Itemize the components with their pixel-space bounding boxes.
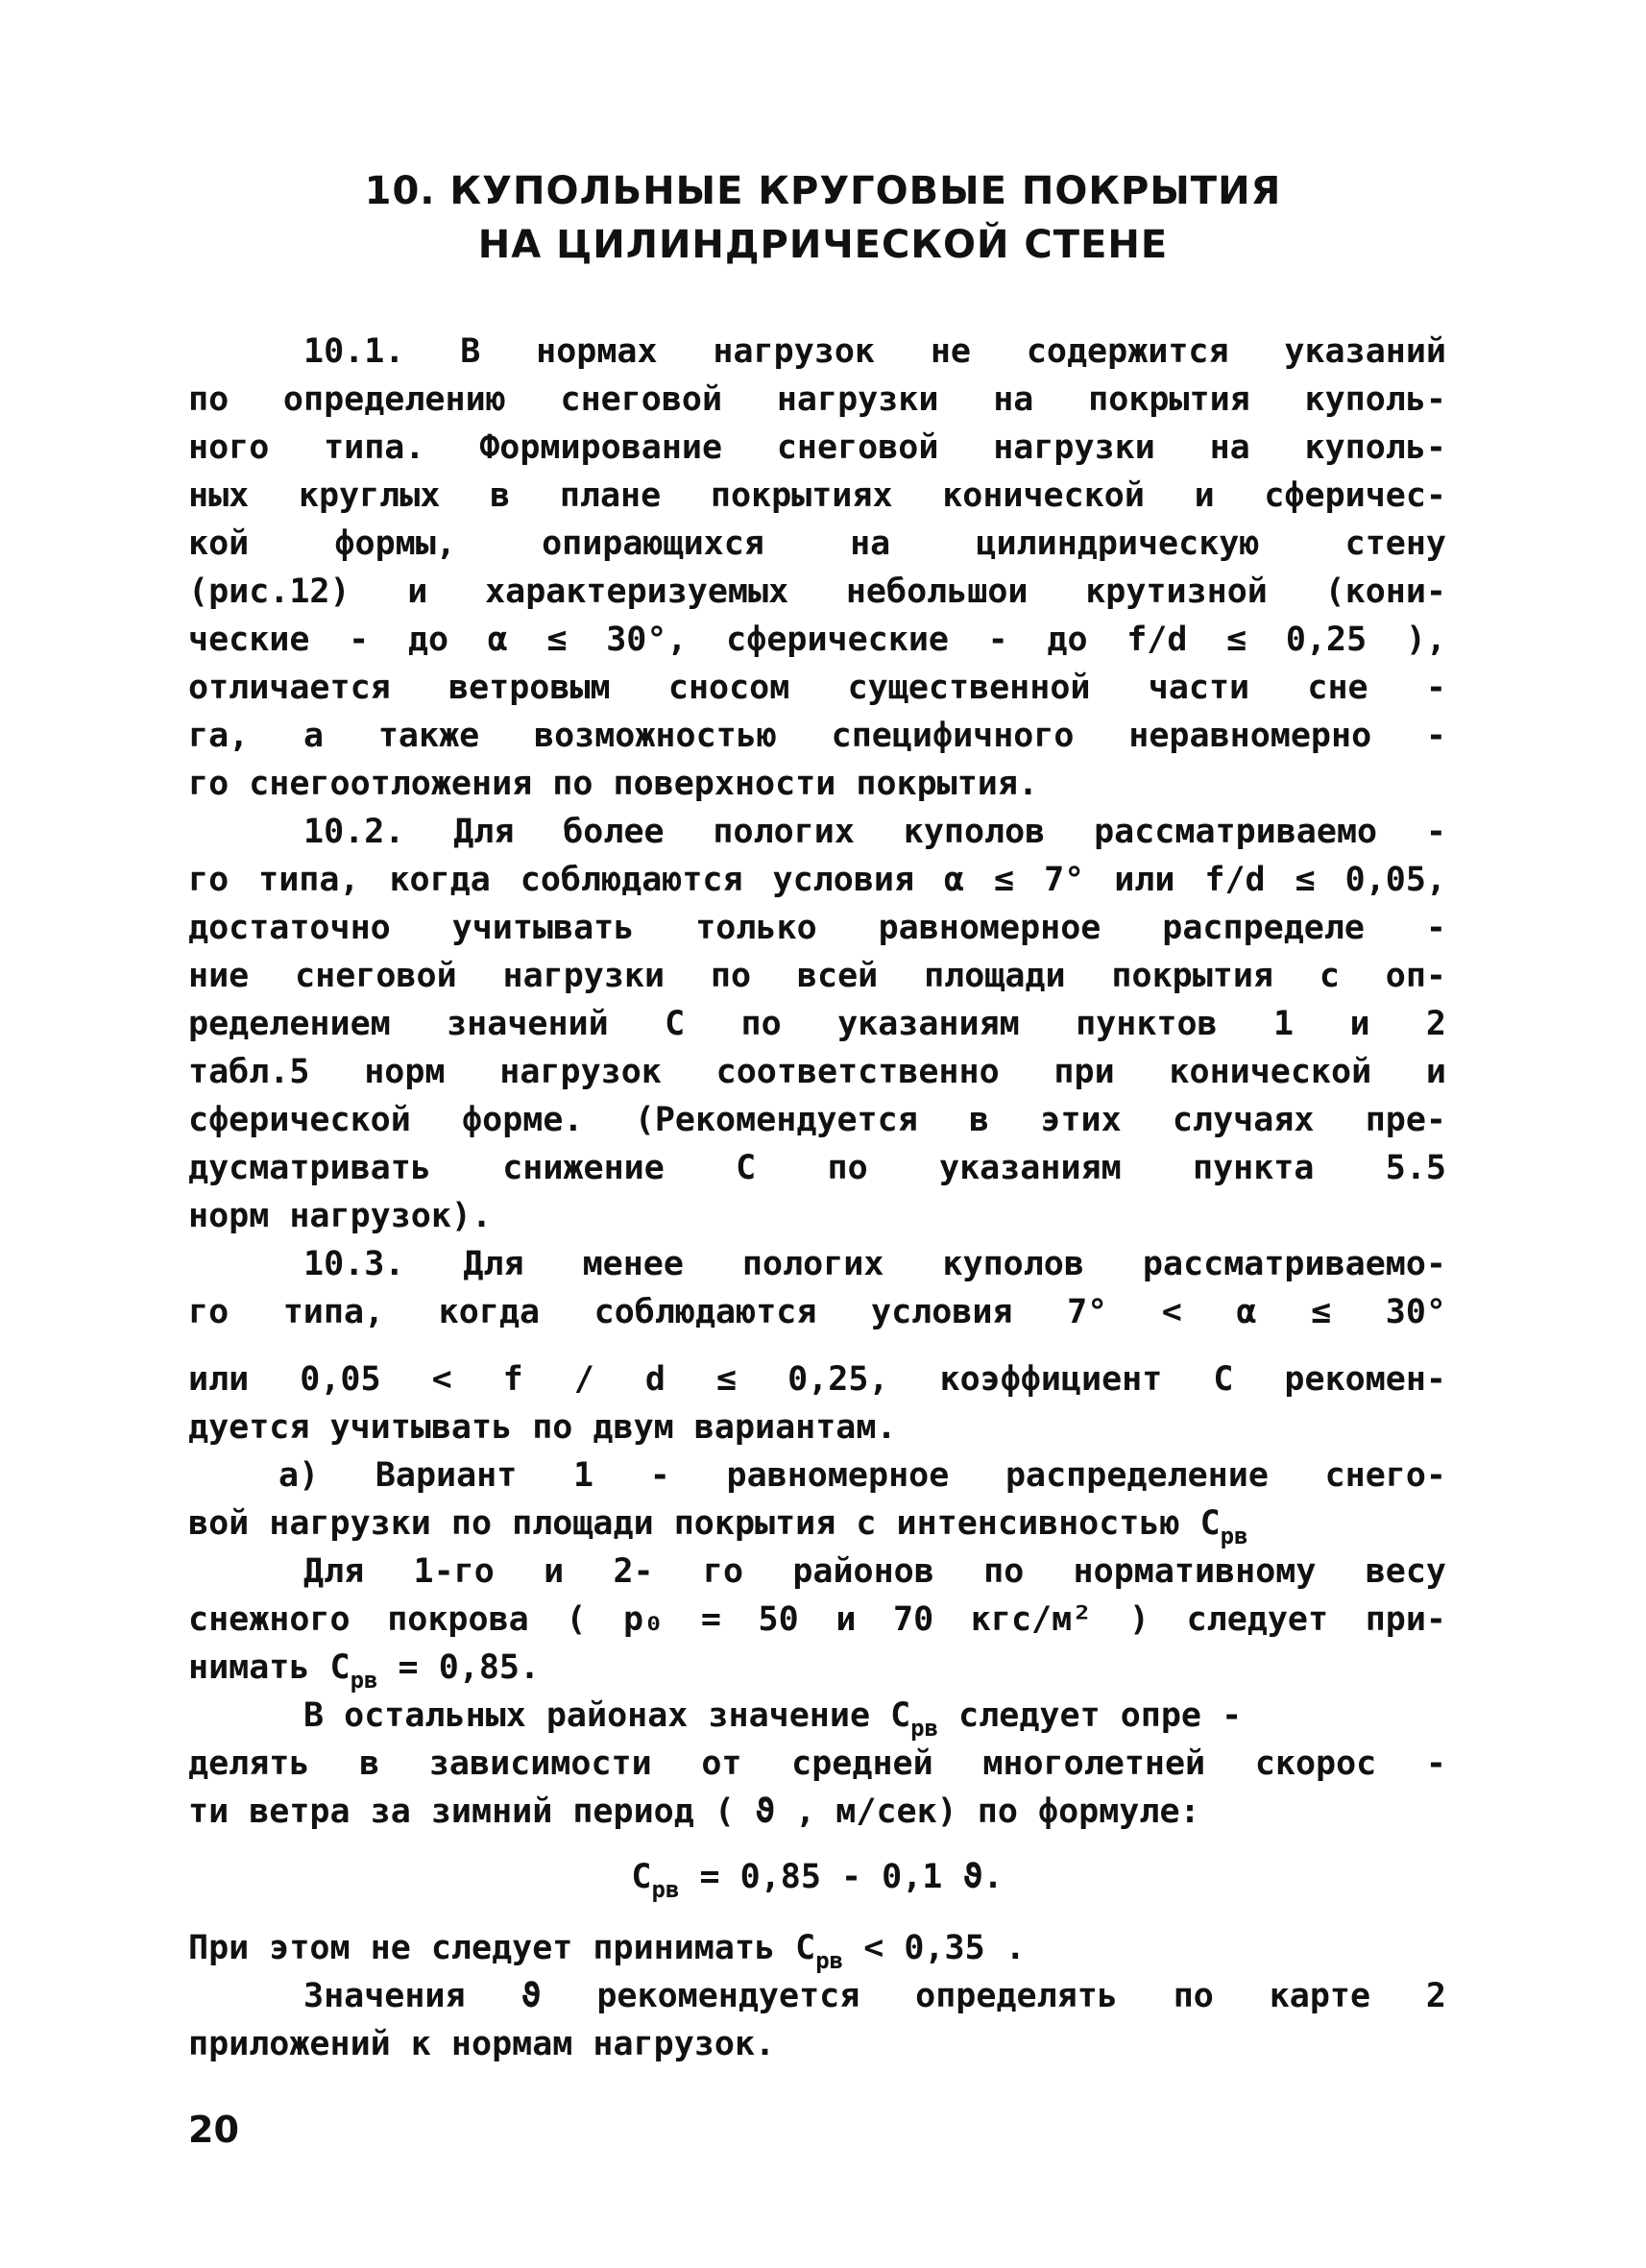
paragraph-line: кой формы, опирающихся на цилиндрическую стену: [188, 524, 1446, 563]
paragraph-line: достаточно учитывать только равномерное распределе -: [188, 909, 1446, 947]
paragraph-line: Значения ϑ рекомендуется определять по карте 2: [303, 1977, 1446, 2015]
paragraph-line: ние снеговой нагрузки по всей площади покрытия с оп-: [188, 957, 1446, 995]
paragraph-line: норм нагрузок).: [188, 1197, 493, 1235]
constraint-line: При этом не следует принимать $С_{рв} < 0,35$ .: [188, 1929, 1026, 1974]
paragraph-line: табл.5 норм нагрузок соответственно при конической и: [188, 1053, 1446, 1091]
formula: $С_{рв} = 0,85 - 0,1$ ϑ.: [631, 1858, 1004, 1903]
paragraph-line: по определению снеговой нагрузки на покрытия куполь-: [188, 380, 1446, 419]
paragraph-line: (рис.12) и характеризуемых небольшои крутизной (кони-: [188, 573, 1446, 611]
heading-line-1: 10. КУПОЛЬНЫЕ КРУГОВЫЕ ПОКРЫТИЯ: [364, 169, 1282, 213]
paragraph-line: го типа, когда соблюдаются условия 7° < α ≤ 30°: [188, 1293, 1446, 1331]
paragraph-line: В остальных районах значение $С_{рв}$ следует опре -: [303, 1696, 1243, 1742]
paragraph-line: а) Вариант 1 - равномерное распределение снего-: [278, 1456, 1446, 1495]
paragraph-line: ти ветра за зимний период ( ϑ , м/сек) по формуле:: [188, 1792, 1200, 1831]
paragraph-line: сферической форме. (Рекомендуется в этих случаях пре-: [188, 1101, 1446, 1139]
paragraph-line: или 0,05 < f / d ≤ 0,25, коэффициент С рекомен-: [188, 1360, 1446, 1399]
paragraph-line: дусматривать снижение С по указаниям пункта 5.5: [188, 1149, 1446, 1187]
paragraph-line: ного типа. Формирование снеговой нагрузки на куполь-: [188, 428, 1446, 467]
heading-line-2: НА ЦИЛИНДРИЧЕСКОЙ СТЕНЕ: [477, 223, 1169, 267]
paragraph-line: ческие - до α ≤ 30°, сферические - до f/d ≤ 0,25 ),: [188, 621, 1446, 659]
paragraph-line: го типа, когда соблюдаются условия α ≤ 7° или f/d ≤ 0,05,: [188, 861, 1446, 899]
paragraph-line: 10.3. Для менее пологих куполов рассматриваемо-: [303, 1245, 1446, 1283]
paragraph-line: 10.2. Для более пологих куполов рассматриваемо -: [303, 813, 1446, 851]
paragraph-line: делять в зависимости от средней многолетней скорос -: [188, 1744, 1446, 1783]
paragraph-line: отличается ветровым сносом существенной части сне -: [188, 669, 1446, 707]
paragraph-line: дуется учитывать по двум вариантам.: [188, 1408, 897, 1447]
paragraph-line: снежного покрова ( p₀ = 50 и 70 кгс/м² ) следует при-: [188, 1600, 1446, 1639]
paragraph-line: го снегоотложения по поверхности покрытия.: [188, 765, 1039, 803]
paragraph-line: приложений к нормам нагрузок.: [188, 2025, 776, 2063]
paragraph-line: га, а также возможностью специфичного неравномерно -: [188, 717, 1446, 755]
paragraph-line: ределением значений С по указаниям пунктов 1 и 2: [188, 1005, 1446, 1043]
subscript-pv: рв: [1220, 1523, 1248, 1549]
paragraph-line: вой нагрузки по площади покрытия с интенсивностью $С_{рв}$: [188, 1504, 1248, 1549]
paragraph-line: ных круглых в плане покрытиях конической и сферичес-: [188, 476, 1446, 515]
paragraph-line: Для 1-го и 2- го районов по нормативному весу: [303, 1552, 1446, 1591]
paragraph-line: нимать $С_{рв} = 0,85$.: [188, 1648, 541, 1694]
paragraph-line: 10.1. В нормах нагрузок не содержится указаний: [303, 332, 1446, 371]
page-number: 20: [188, 2109, 239, 2151]
